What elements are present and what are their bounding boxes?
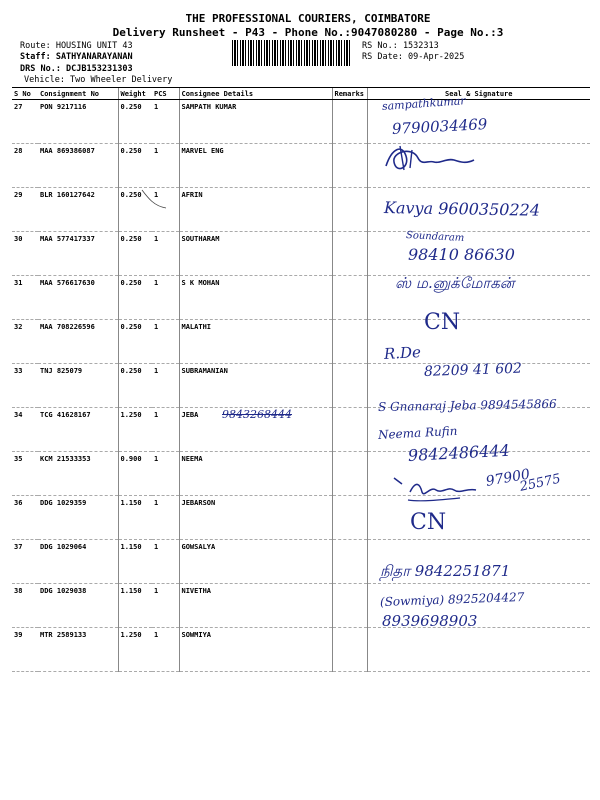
row-consignee: SAMPATH KUMAR (179, 100, 332, 144)
row-remarks (332, 452, 367, 496)
rs-number: RS No.: 1532313 (362, 41, 439, 51)
row-consignment-no: PON 9217116 (38, 100, 118, 144)
row-pcs: 1 (152, 276, 179, 320)
handwritten-name: R.De (383, 343, 422, 363)
row-consignment-no: MAA 869386087 (38, 144, 118, 188)
drs-number: DRS No.: DCJB153231303 (20, 64, 133, 74)
row-remarks (332, 408, 367, 452)
row-sno: 39 (12, 628, 38, 672)
handwritten-phone: 98410 86630 (408, 245, 515, 264)
vehicle-label: Vehicle: Two Wheeler Delivery (24, 75, 173, 85)
row-sno: 34 (12, 408, 38, 452)
row-pcs: 1 (152, 628, 179, 672)
handwritten-phone: 97900 (484, 466, 532, 490)
row-sno: 36 (12, 496, 38, 540)
row-consignee: NIVETHA (179, 584, 332, 628)
row-weight: 0.250 (118, 100, 152, 144)
handwritten-phone: 9842486444 (407, 440, 511, 465)
row-consignee: JEBA (179, 408, 332, 452)
row-consignee: NEEMA (179, 452, 332, 496)
row-sno: 35 (12, 452, 38, 496)
row-pcs: 1 (152, 452, 179, 496)
table-header-row (12, 88, 590, 100)
rs-date: RS Date: 09-Apr-2025 (362, 52, 465, 62)
row-weight: 1.150 (118, 584, 152, 628)
handwritten-cn-mark: CN (410, 510, 447, 535)
handwritten-phone: 25575 (518, 471, 563, 495)
row-pcs: 1 (152, 364, 179, 408)
row-consignment-no: DDG 1029038 (38, 584, 118, 628)
runsheet-table (12, 87, 590, 672)
row-sno: 27 (12, 100, 38, 144)
company-title: THE PROFESSIONAL COURIERS, COIMBATORE (185, 12, 431, 25)
row-remarks (332, 496, 367, 540)
row-remarks (332, 188, 367, 232)
row-pcs: 1 (152, 232, 179, 276)
row-consignment-no: BLR 160127642 (38, 188, 118, 232)
row-weight: 0.250 (118, 320, 152, 364)
row-sno: 38 (12, 584, 38, 628)
row-sno: 37 (12, 540, 38, 584)
row-consignment-no: DDG 1029359 (38, 496, 118, 540)
row-remarks (332, 320, 367, 364)
row-consignee: SOWMIYA (179, 628, 332, 672)
row-pcs: 1 (152, 584, 179, 628)
table-row (12, 144, 590, 188)
row-weight: 0.250 (118, 188, 152, 232)
row-weight: 0.250 (118, 276, 152, 320)
row-consignment-no: MAA 577417337 (38, 232, 118, 276)
row-weight: 1.250 (118, 628, 152, 672)
row-signature (367, 628, 590, 672)
row-consignee: AFRIN (179, 188, 332, 232)
row-consignment-no: KCM 21533353 (38, 452, 118, 496)
row-remarks (332, 144, 367, 188)
handwritten-name: Soundaram (405, 230, 465, 245)
barcode (232, 40, 352, 66)
handwritten-name: sampathkumar (381, 94, 466, 113)
row-pcs: 1 (152, 100, 179, 144)
row-sno: 28 (12, 144, 38, 188)
handwritten-signature: (Sowmiya) 8925204427 (379, 589, 525, 609)
handwritten-phone: 9790034469 (391, 115, 488, 138)
handwritten-signature: ஸ் ம.னுக்மோகன் (395, 274, 515, 292)
row-consignment-no: MAA 708226596 (38, 320, 118, 364)
signature-scribble-36 (390, 470, 480, 506)
handwritten-phone-struck: 9843268444 (222, 408, 292, 421)
col-header-weight: Weight (118, 88, 152, 100)
handwritten-signature: Kavya 9600350224 (383, 198, 541, 220)
row-consignee: S K MOHAN (179, 276, 332, 320)
row-consignment-no: MAA 576617630 (38, 276, 118, 320)
row-consignee: MARVEL ENG (179, 144, 332, 188)
route-label: Route: HOUSING UNIT 43 (20, 41, 133, 51)
row-sno: 33 (12, 364, 38, 408)
row-weight: 0.250 (118, 144, 152, 188)
row-weight: 0.900 (118, 452, 152, 496)
runsheet-subtitle: Delivery Runsheet - P43 - Phone No.:9047080280 - Page No.:3 (112, 26, 504, 39)
pen-mark (140, 188, 170, 212)
col-header-consignee: Consignee Details (179, 88, 332, 100)
row-weight: 1.250 (118, 408, 152, 452)
handwritten-signature: நிதா 9842251871 (380, 562, 511, 580)
row-pcs: 1 (152, 408, 179, 452)
signature-scribble-28 (382, 140, 482, 180)
row-weight: 1.150 (118, 496, 152, 540)
row-consignment-no: TNJ 825079 (38, 364, 118, 408)
row-pcs: 1 (152, 496, 179, 540)
row-remarks (332, 232, 367, 276)
col-header-signature: Seal & Signature (367, 88, 590, 100)
handwritten-signature: S Gnanaraj Jeba 9894545866 (377, 396, 557, 414)
row-sno: 32 (12, 320, 38, 364)
row-consignee: MALATHI (179, 320, 332, 364)
col-header-pcs: PCS (152, 88, 179, 100)
row-sno: 30 (12, 232, 38, 276)
handwritten-phone: 8939698903 (382, 612, 478, 630)
row-remarks (332, 364, 367, 408)
row-consignment-no: DDG 1029064 (38, 540, 118, 584)
row-pcs: 1 (152, 144, 179, 188)
col-header-consignment: Consignment No (38, 88, 118, 100)
staff-label: Staff: SATHYANARAYANAN (20, 52, 133, 62)
row-consignee: SUBRAMANIAN (179, 364, 332, 408)
row-remarks (332, 100, 367, 144)
row-remarks (332, 584, 367, 628)
col-header-sno: S No (12, 88, 38, 100)
row-pcs: 1 (152, 320, 179, 364)
row-pcs: 1 (152, 188, 179, 232)
col-header-remarks: Remarks (332, 88, 367, 100)
table-row (12, 320, 590, 364)
row-consignee: GOWSALYA (179, 540, 332, 584)
table-row (12, 100, 590, 144)
handwritten-name: Neema Rufin (377, 423, 458, 442)
row-consignee: JEBARSON (179, 496, 332, 540)
row-weight: 0.250 (118, 232, 152, 276)
handwritten-phone: 82209 41 602 (423, 360, 523, 380)
row-sno: 31 (12, 276, 38, 320)
row-consignment-no: TCG 41628167 (38, 408, 118, 452)
row-consignee: SOUTHARAM (179, 232, 332, 276)
row-consignment-no: MTR 2589133 (38, 628, 118, 672)
handwritten-cn-mark: CN (424, 310, 461, 335)
row-remarks (332, 540, 367, 584)
row-pcs: 1 (152, 540, 179, 584)
row-remarks (332, 628, 367, 672)
table-row (12, 628, 590, 672)
row-sno: 29 (12, 188, 38, 232)
row-remarks (332, 276, 367, 320)
row-weight: 0.250 (118, 364, 152, 408)
row-weight: 1.150 (118, 540, 152, 584)
table-row (12, 496, 590, 540)
